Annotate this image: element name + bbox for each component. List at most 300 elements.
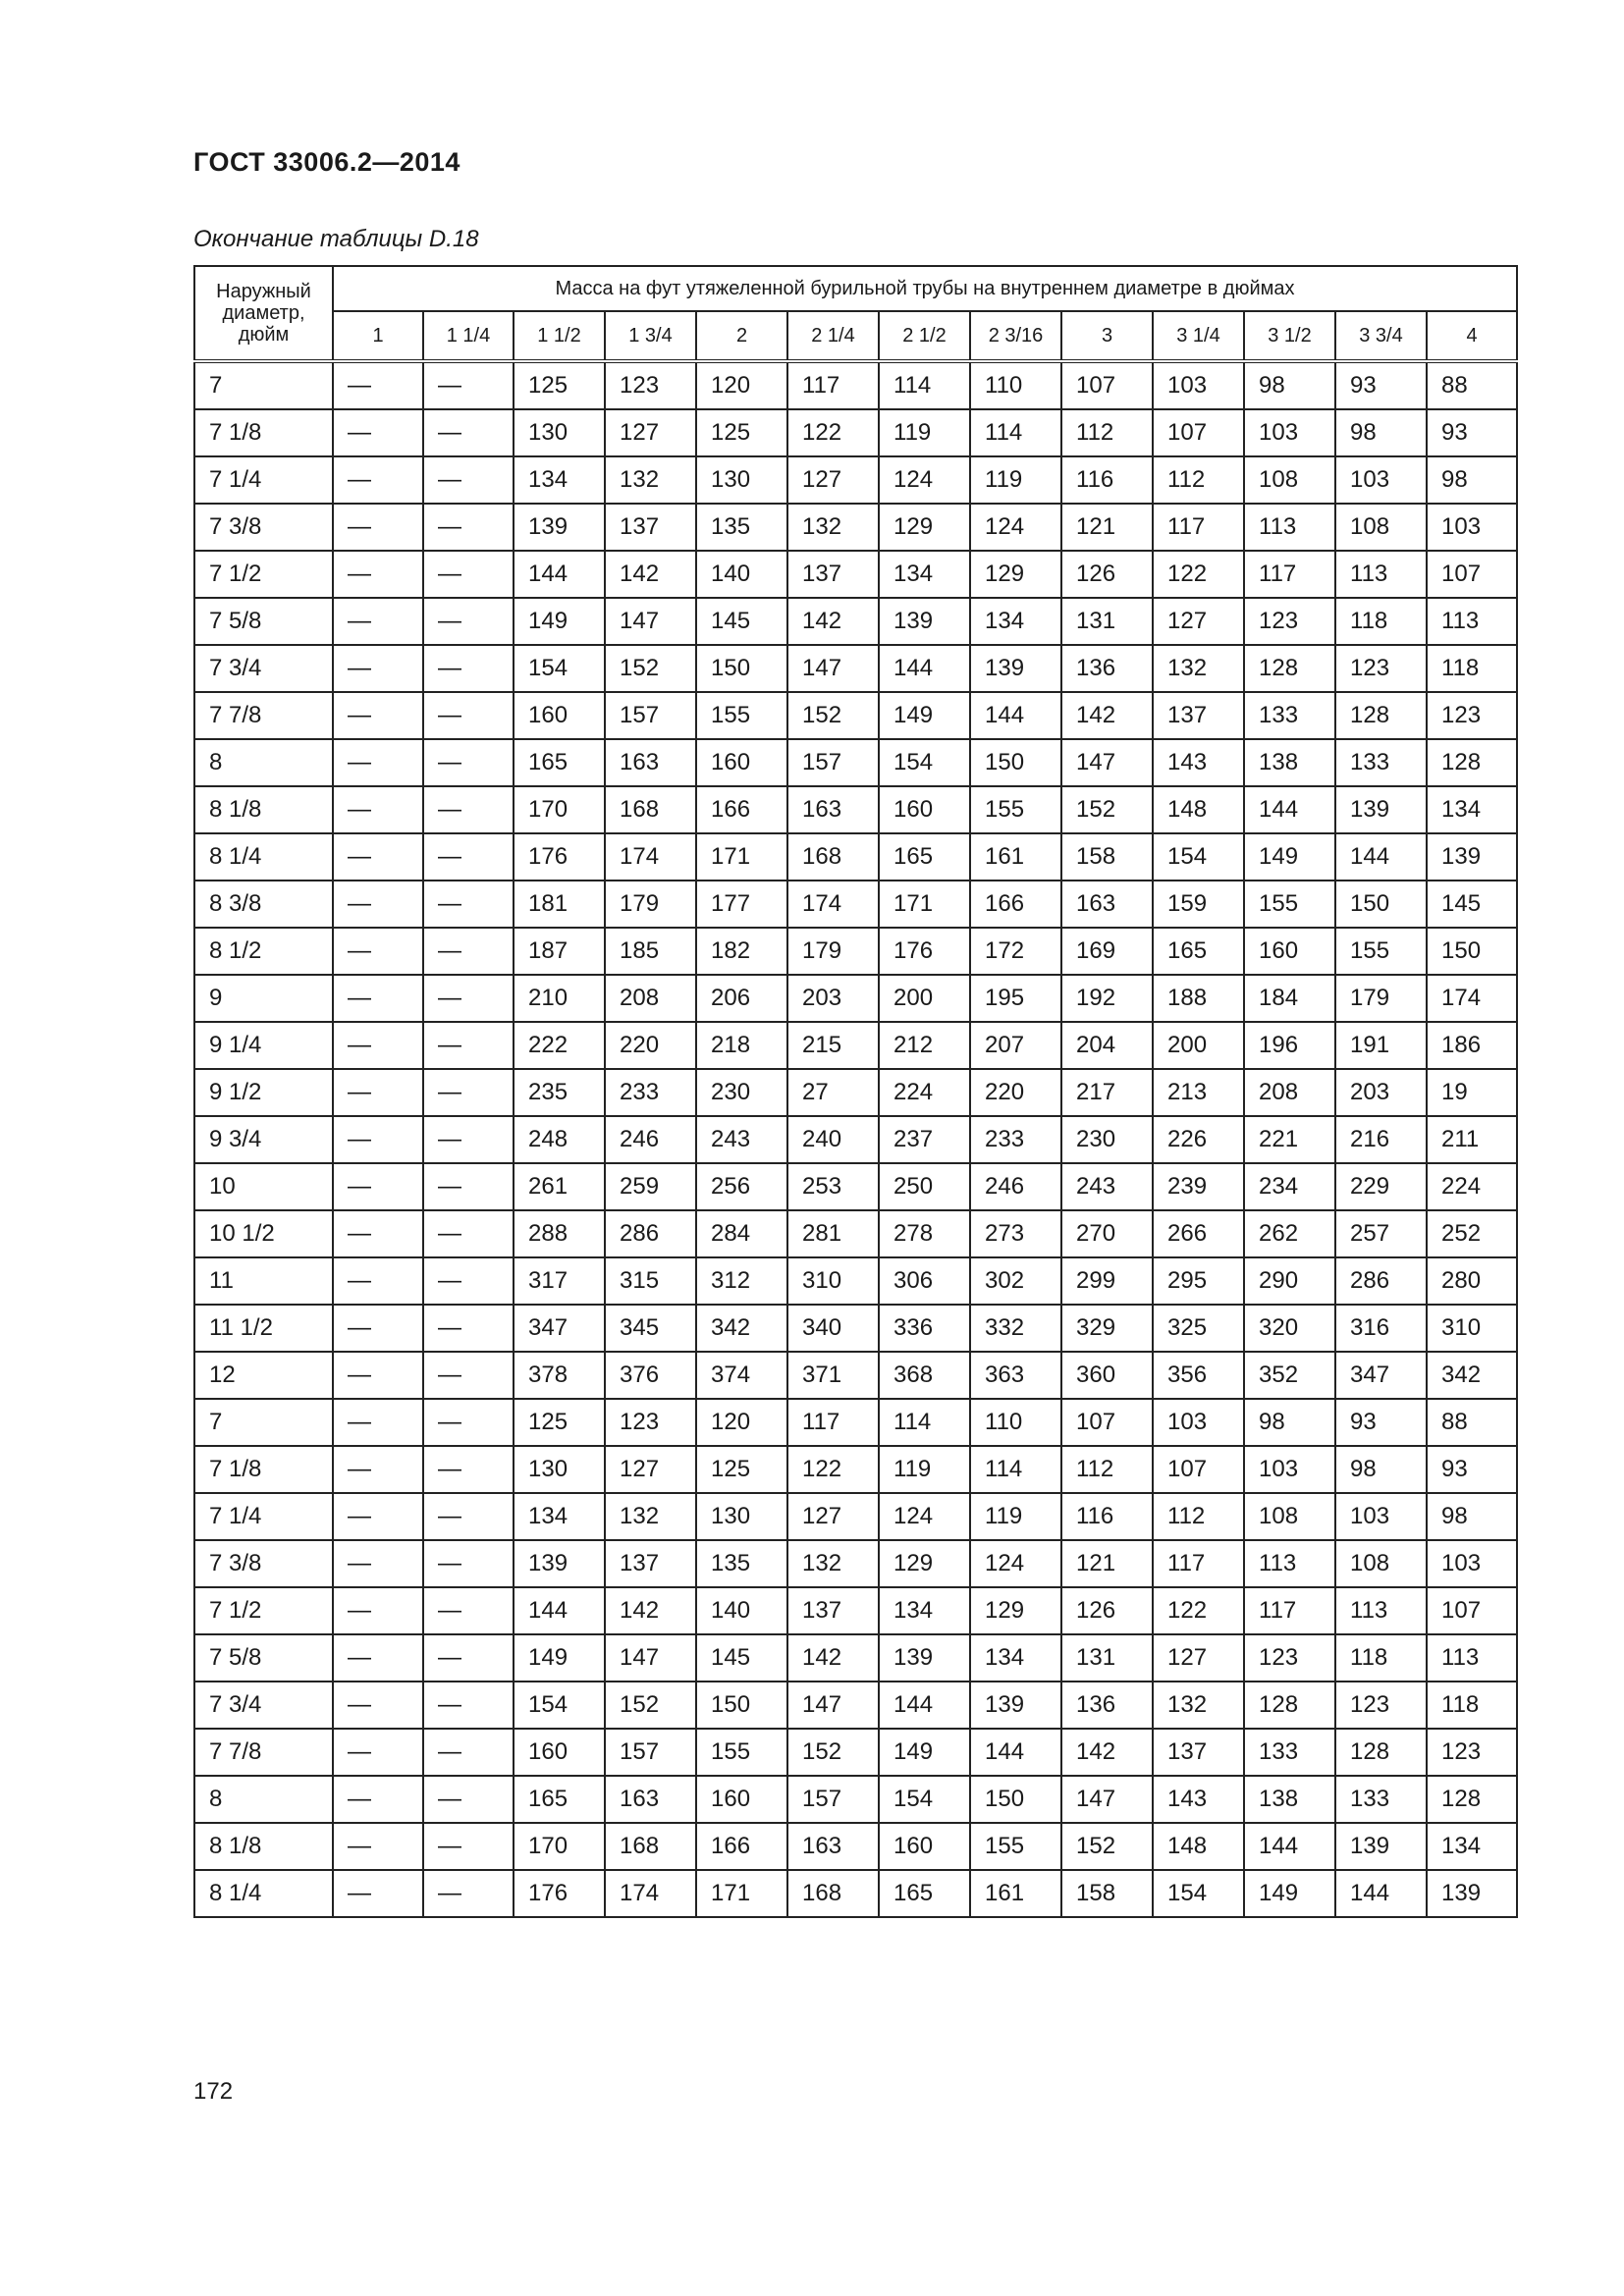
mass-cell: 374 (696, 1352, 787, 1399)
mass-cell: 352 (1244, 1352, 1335, 1399)
mass-cell: — (333, 645, 423, 692)
mass-cell: 98 (1335, 1446, 1427, 1493)
outer-diameter-cell: 7 1/4 (194, 456, 333, 504)
mass-cell: 128 (1427, 739, 1517, 786)
mass-cell: 130 (696, 1493, 787, 1540)
mass-cell: 145 (696, 598, 787, 645)
mass-cell: 158 (1061, 833, 1153, 881)
mass-cell: — (423, 739, 514, 786)
mass-cell: 233 (970, 1116, 1061, 1163)
mass-cell: 170 (514, 786, 605, 833)
mass-cell: 147 (605, 598, 696, 645)
mass-cell: — (423, 1163, 514, 1210)
mass-cell: 218 (696, 1022, 787, 1069)
mass-cell: 139 (1335, 786, 1427, 833)
column-header: 4 (1427, 311, 1517, 361)
mass-cell: 118 (1335, 598, 1427, 645)
mass-cell: — (423, 1540, 514, 1587)
mass-cell: 126 (1061, 1587, 1153, 1634)
mass-cell: 259 (605, 1163, 696, 1210)
mass-cell: 103 (1335, 456, 1427, 504)
table-row (194, 1352, 1517, 1399)
mass-cell: 144 (1244, 1823, 1335, 1870)
mass-cell: 112 (1153, 456, 1244, 504)
mass-cell: 200 (879, 975, 970, 1022)
mass-cell: 145 (1427, 881, 1517, 928)
mass-cell: 139 (970, 1682, 1061, 1729)
mass-cell: 170 (514, 1823, 605, 1870)
mass-cell: 98 (1427, 1493, 1517, 1540)
mass-cell: 144 (970, 692, 1061, 739)
outer-diameter-cell: 7 3/8 (194, 504, 333, 551)
mass-cell: 155 (1335, 928, 1427, 975)
table-row (194, 1257, 1517, 1305)
mass-cell: 220 (970, 1069, 1061, 1116)
mass-cell: 157 (605, 692, 696, 739)
mass-cell: 342 (1427, 1352, 1517, 1399)
mass-cell: 363 (970, 1352, 1061, 1399)
mass-cell: 119 (879, 1446, 970, 1493)
mass-cell: 157 (787, 739, 879, 786)
outer-diameter-cell: 9 (194, 975, 333, 1022)
mass-cell: 200 (1153, 1022, 1244, 1069)
table-row (194, 786, 1517, 833)
mass-cell: 125 (514, 1399, 605, 1446)
mass-cell: 154 (1153, 833, 1244, 881)
table-caption: Окончание таблицы D.18 (193, 226, 479, 252)
table-row (194, 1587, 1517, 1634)
mass-cell: 155 (970, 1823, 1061, 1870)
table-row (194, 1823, 1517, 1870)
column-header: 1 (333, 311, 423, 361)
mass-cell: 132 (605, 456, 696, 504)
mass-cell: 120 (696, 1399, 787, 1446)
table-row (194, 1446, 1517, 1493)
mass-cell: — (333, 975, 423, 1022)
mass-cell: 139 (1335, 1823, 1427, 1870)
mass-cell: 127 (1153, 598, 1244, 645)
column-header: 3 (1061, 311, 1153, 361)
mass-cell: 118 (1427, 645, 1517, 692)
mass-cell: 127 (787, 1493, 879, 1540)
mass-cell: 248 (514, 1116, 605, 1163)
mass-cell: 114 (879, 361, 970, 409)
mass-cell: 234 (1244, 1163, 1335, 1210)
mass-cell: 215 (787, 1022, 879, 1069)
mass-cell: 113 (1244, 504, 1335, 551)
mass-cell: 125 (696, 409, 787, 456)
mass-cell: 114 (879, 1399, 970, 1446)
mass-cell: 132 (1153, 1682, 1244, 1729)
mass-cell: 310 (787, 1257, 879, 1305)
mass-cell: 143 (1153, 1776, 1244, 1823)
mass-cell: 160 (879, 1823, 970, 1870)
outer-diameter-cell: 7 5/8 (194, 598, 333, 645)
mass-cell: 123 (1427, 692, 1517, 739)
mass-cell: 161 (970, 833, 1061, 881)
mass-cell: 157 (787, 1776, 879, 1823)
mass-cell: 186 (1427, 1022, 1517, 1069)
mass-cell: 206 (696, 975, 787, 1022)
outer-diameter-cell: 9 1/2 (194, 1069, 333, 1116)
mass-cell: 144 (879, 1682, 970, 1729)
mass-cell: — (333, 739, 423, 786)
mass-cell: 257 (1335, 1210, 1427, 1257)
column-header: 2 (696, 311, 787, 361)
mass-cell: 340 (787, 1305, 879, 1352)
mass-cell: 144 (1335, 833, 1427, 881)
mass-cell: 98 (1244, 1399, 1335, 1446)
mass-cell: 135 (696, 1540, 787, 1587)
table-row (194, 1069, 1517, 1116)
mass-cell: 130 (514, 1446, 605, 1493)
mass-cell: 174 (787, 881, 879, 928)
mass-cell: — (333, 1823, 423, 1870)
mass-cell: — (333, 598, 423, 645)
mass-cell: 113 (1427, 1634, 1517, 1682)
mass-cell: 320 (1244, 1305, 1335, 1352)
mass-cell: 93 (1335, 361, 1427, 409)
mass-cell: 113 (1244, 1540, 1335, 1587)
mass-cell: 240 (787, 1116, 879, 1163)
mass-cell: 125 (514, 361, 605, 409)
mass-cell: 174 (605, 1870, 696, 1917)
mass-cell: — (333, 456, 423, 504)
outer-diameter-cell: 11 1/2 (194, 1305, 333, 1352)
mass-cell: 113 (1335, 551, 1427, 598)
mass-cell: 288 (514, 1210, 605, 1257)
mass-cell: 150 (696, 645, 787, 692)
mass-cell: 144 (970, 1729, 1061, 1776)
mass-cell: 243 (1061, 1163, 1153, 1210)
mass-cell: 133 (1244, 1729, 1335, 1776)
mass-cell: 114 (970, 409, 1061, 456)
mass-cell: — (333, 504, 423, 551)
mass-cell: 184 (1244, 975, 1335, 1022)
mass-cell: — (333, 1305, 423, 1352)
mass-cell: 253 (787, 1163, 879, 1210)
mass-cell: 121 (1061, 504, 1153, 551)
mass-cell: 203 (787, 975, 879, 1022)
mass-cell: 256 (696, 1163, 787, 1210)
mass-cell: 144 (1335, 1870, 1427, 1917)
mass-cell: 103 (1335, 1493, 1427, 1540)
mass-cell: 129 (970, 551, 1061, 598)
mass-cell: — (423, 1352, 514, 1399)
mass-cell: 117 (787, 361, 879, 409)
mass-cell: 128 (1244, 1682, 1335, 1729)
mass-cell: 113 (1427, 598, 1517, 645)
mass-cell: 360 (1061, 1352, 1153, 1399)
mass-cell: 230 (1061, 1116, 1153, 1163)
outer-diameter-cell: 12 (194, 1352, 333, 1399)
mass-cell: 137 (787, 1587, 879, 1634)
mass-cell: 152 (1061, 786, 1153, 833)
mass-cell: — (423, 1069, 514, 1116)
mass-cell: 137 (1153, 692, 1244, 739)
mass-cell: 117 (1153, 1540, 1244, 1587)
mass-cell: — (423, 1493, 514, 1540)
mass-cell: 117 (1244, 551, 1335, 598)
mass-cell: 149 (879, 692, 970, 739)
mass-cell: 137 (605, 504, 696, 551)
mass-cell: 134 (879, 1587, 970, 1634)
mass-cell: 163 (787, 1823, 879, 1870)
mass-cell: — (423, 1305, 514, 1352)
mass-cell: 154 (514, 645, 605, 692)
mass-cell: — (423, 504, 514, 551)
mass-cell: 118 (1335, 1634, 1427, 1682)
mass-cell: 163 (605, 1776, 696, 1823)
mass-cell: 160 (514, 1729, 605, 1776)
mass-cell: 222 (514, 1022, 605, 1069)
mass-cell: 160 (514, 692, 605, 739)
mass-cell: 171 (879, 881, 970, 928)
mass-cell: 139 (1427, 1870, 1517, 1917)
mass-cell: — (423, 409, 514, 456)
mass-cell: 208 (605, 975, 696, 1022)
table-row (194, 1776, 1517, 1823)
mass-cell: 174 (1427, 975, 1517, 1022)
mass-cell: 252 (1427, 1210, 1517, 1257)
mass-cell: — (333, 1729, 423, 1776)
mass-cell: 130 (696, 456, 787, 504)
mass-cell: 132 (605, 1493, 696, 1540)
mass-cell: — (423, 1587, 514, 1634)
mass-cell: 152 (787, 1729, 879, 1776)
mass-cell: 129 (970, 1587, 1061, 1634)
mass-cell: 127 (605, 409, 696, 456)
mass-cell: 134 (1427, 786, 1517, 833)
outer-diameter-cell: 8 1/4 (194, 833, 333, 881)
mass-cell: 316 (1335, 1305, 1427, 1352)
mass-cell: 134 (514, 456, 605, 504)
mass-cell: 345 (605, 1305, 696, 1352)
mass-cell: 165 (514, 1776, 605, 1823)
table-row (194, 833, 1517, 881)
mass-cell: 117 (1244, 1587, 1335, 1634)
mass-cell: 172 (970, 928, 1061, 975)
mass-cell: 168 (787, 833, 879, 881)
mass-cell: 169 (1061, 928, 1153, 975)
mass-cell: 147 (605, 1634, 696, 1682)
mass-cell: — (423, 1729, 514, 1776)
mass-cell: 127 (787, 456, 879, 504)
mass-cell: 98 (1244, 361, 1335, 409)
mass-cell: 119 (970, 1493, 1061, 1540)
mass-cell: 243 (696, 1116, 787, 1163)
mass-cell: 131 (1061, 1634, 1153, 1682)
mass-cell: — (423, 1022, 514, 1069)
mass-cell: — (333, 1682, 423, 1729)
mass-cell: 325 (1153, 1305, 1244, 1352)
table-row (194, 1116, 1517, 1163)
outer-diameter-cell: 7 1/8 (194, 409, 333, 456)
mass-cell: 168 (787, 1870, 879, 1917)
mass-cell: 128 (1335, 692, 1427, 739)
outer-diameter-cell: 8 1/8 (194, 1823, 333, 1870)
mass-cell: — (423, 1682, 514, 1729)
mass-cell: 168 (605, 1823, 696, 1870)
mass-cell: 145 (696, 1634, 787, 1682)
table-row (194, 881, 1517, 928)
mass-cell: 176 (514, 833, 605, 881)
mass-cell: 139 (879, 1634, 970, 1682)
mass-cell: 216 (1335, 1116, 1427, 1163)
mass-cell: 147 (1061, 1776, 1153, 1823)
table-row (194, 928, 1517, 975)
mass-cell: 179 (1335, 975, 1427, 1022)
mass-cell: 121 (1061, 1540, 1153, 1587)
mass-cell: 132 (787, 1540, 879, 1587)
mass-cell: 312 (696, 1257, 787, 1305)
mass-cell: 131 (1061, 598, 1153, 645)
mass-cell: 88 (1427, 361, 1517, 409)
mass-cell: 110 (970, 361, 1061, 409)
mass-cell: 295 (1153, 1257, 1244, 1305)
mass-cell: 165 (879, 1870, 970, 1917)
mass-cell: 142 (605, 551, 696, 598)
group-column-header: Масса на фут утяжеленной бурильной трубы на внутреннем диаметре в дюймах (333, 266, 1517, 311)
mass-cell: 224 (879, 1069, 970, 1116)
mass-cell: — (333, 928, 423, 975)
outer-diameter-cell: 10 1/2 (194, 1210, 333, 1257)
outer-diameter-cell: 7 3/4 (194, 1682, 333, 1729)
mass-cell: 154 (514, 1682, 605, 1729)
mass-cell: — (333, 786, 423, 833)
mass-cell: 192 (1061, 975, 1153, 1022)
table-row (194, 1870, 1517, 1917)
mass-cell: 123 (1244, 598, 1335, 645)
column-header: 2 1/2 (879, 311, 970, 361)
mass-cell: 122 (1153, 1587, 1244, 1634)
mass-cell: 112 (1061, 1446, 1153, 1493)
mass-cell: 302 (970, 1257, 1061, 1305)
mass-cell: 159 (1153, 881, 1244, 928)
table-row (194, 1540, 1517, 1587)
column-header: 2 1/4 (787, 311, 879, 361)
mass-cell: 148 (1153, 786, 1244, 833)
mass-cell: 270 (1061, 1210, 1153, 1257)
outer-diameter-cell: 10 (194, 1163, 333, 1210)
mass-cell: — (423, 881, 514, 928)
mass-cell: — (423, 551, 514, 598)
table-row (194, 645, 1517, 692)
mass-cell: 139 (1427, 833, 1517, 881)
mass-cell: 157 (605, 1729, 696, 1776)
mass-cell: — (333, 1587, 423, 1634)
outer-diameter-cell: 7 7/8 (194, 692, 333, 739)
mass-cell: 332 (970, 1305, 1061, 1352)
od-column-header: Наружный диаметр, дюйм (194, 266, 333, 361)
mass-cell: 103 (1427, 504, 1517, 551)
mass-cell: 123 (605, 361, 696, 409)
table-row (194, 1493, 1517, 1540)
mass-cell: 207 (970, 1022, 1061, 1069)
mass-cell: 176 (879, 928, 970, 975)
mass-cell: 137 (787, 551, 879, 598)
mass-cell: 250 (879, 1163, 970, 1210)
mass-cell: 154 (1153, 1870, 1244, 1917)
mass-cell: 135 (696, 504, 787, 551)
mass-cell: 27 (787, 1069, 879, 1116)
outer-diameter-cell: 7 1/2 (194, 1587, 333, 1634)
mass-cell: 152 (605, 645, 696, 692)
mass-cell: 163 (605, 739, 696, 786)
mass-cell: 93 (1335, 1399, 1427, 1446)
outer-diameter-cell: 7 3/4 (194, 645, 333, 692)
mass-cell: 155 (696, 692, 787, 739)
mass-cell: 315 (605, 1257, 696, 1305)
outer-diameter-cell: 7 1/4 (194, 1493, 333, 1540)
page-number: 172 (193, 2078, 234, 2105)
outer-diameter-cell: 7 1/2 (194, 551, 333, 598)
mass-cell: — (423, 1257, 514, 1305)
mass-cell: 262 (1244, 1210, 1335, 1257)
mass-cell: 160 (1244, 928, 1335, 975)
mass-cell: 108 (1244, 1493, 1335, 1540)
mass-cell: 273 (970, 1210, 1061, 1257)
outer-diameter-cell: 7 7/8 (194, 1729, 333, 1776)
mass-cell: 122 (787, 409, 879, 456)
mass-cell: 212 (879, 1022, 970, 1069)
mass-cell: 161 (970, 1870, 1061, 1917)
outer-diameter-cell: 8 (194, 739, 333, 786)
mass-cell: 188 (1153, 975, 1244, 1022)
mass-cell: — (333, 1776, 423, 1823)
mass-cell: 138 (1244, 1776, 1335, 1823)
mass-cell: 103 (1153, 361, 1244, 409)
mass-cell: — (333, 1163, 423, 1210)
table-row (194, 1163, 1517, 1210)
mass-cell: 142 (1061, 692, 1153, 739)
mass-cell: — (333, 1257, 423, 1305)
outer-diameter-cell: 8 (194, 1776, 333, 1823)
mass-cell: — (333, 1540, 423, 1587)
mass-cell: 147 (1061, 739, 1153, 786)
mass-cell: 203 (1335, 1069, 1427, 1116)
mass-cell: 224 (1427, 1163, 1517, 1210)
mass-cell: 129 (879, 1540, 970, 1587)
mass-cell: 286 (605, 1210, 696, 1257)
mass-cell: 284 (696, 1210, 787, 1257)
mass-cell: 347 (514, 1305, 605, 1352)
mass-cell: — (423, 1116, 514, 1163)
mass-cell: 342 (696, 1305, 787, 1352)
mass-cell: 185 (605, 928, 696, 975)
document-header: ГОСТ 33006.2—2014 (193, 147, 460, 177)
table-row (194, 598, 1517, 645)
mass-cell: — (423, 598, 514, 645)
mass-cell: — (333, 1069, 423, 1116)
mass-cell: 246 (970, 1163, 1061, 1210)
mass-cell: 163 (1061, 881, 1153, 928)
mass-cell: — (423, 833, 514, 881)
mass-cell: 136 (1061, 1682, 1153, 1729)
mass-cell: 123 (1427, 1729, 1517, 1776)
mass-cell: 103 (1244, 1446, 1335, 1493)
mass-cell: 165 (1153, 928, 1244, 975)
column-header: 1 1/2 (514, 311, 605, 361)
mass-cell: 163 (787, 786, 879, 833)
mass-cell: 181 (514, 881, 605, 928)
mass-cell: 126 (1061, 551, 1153, 598)
mass-cell: 160 (879, 786, 970, 833)
table-row (194, 739, 1517, 786)
mass-cell: 132 (787, 504, 879, 551)
mass-cell: — (423, 645, 514, 692)
table-row (194, 1634, 1517, 1682)
